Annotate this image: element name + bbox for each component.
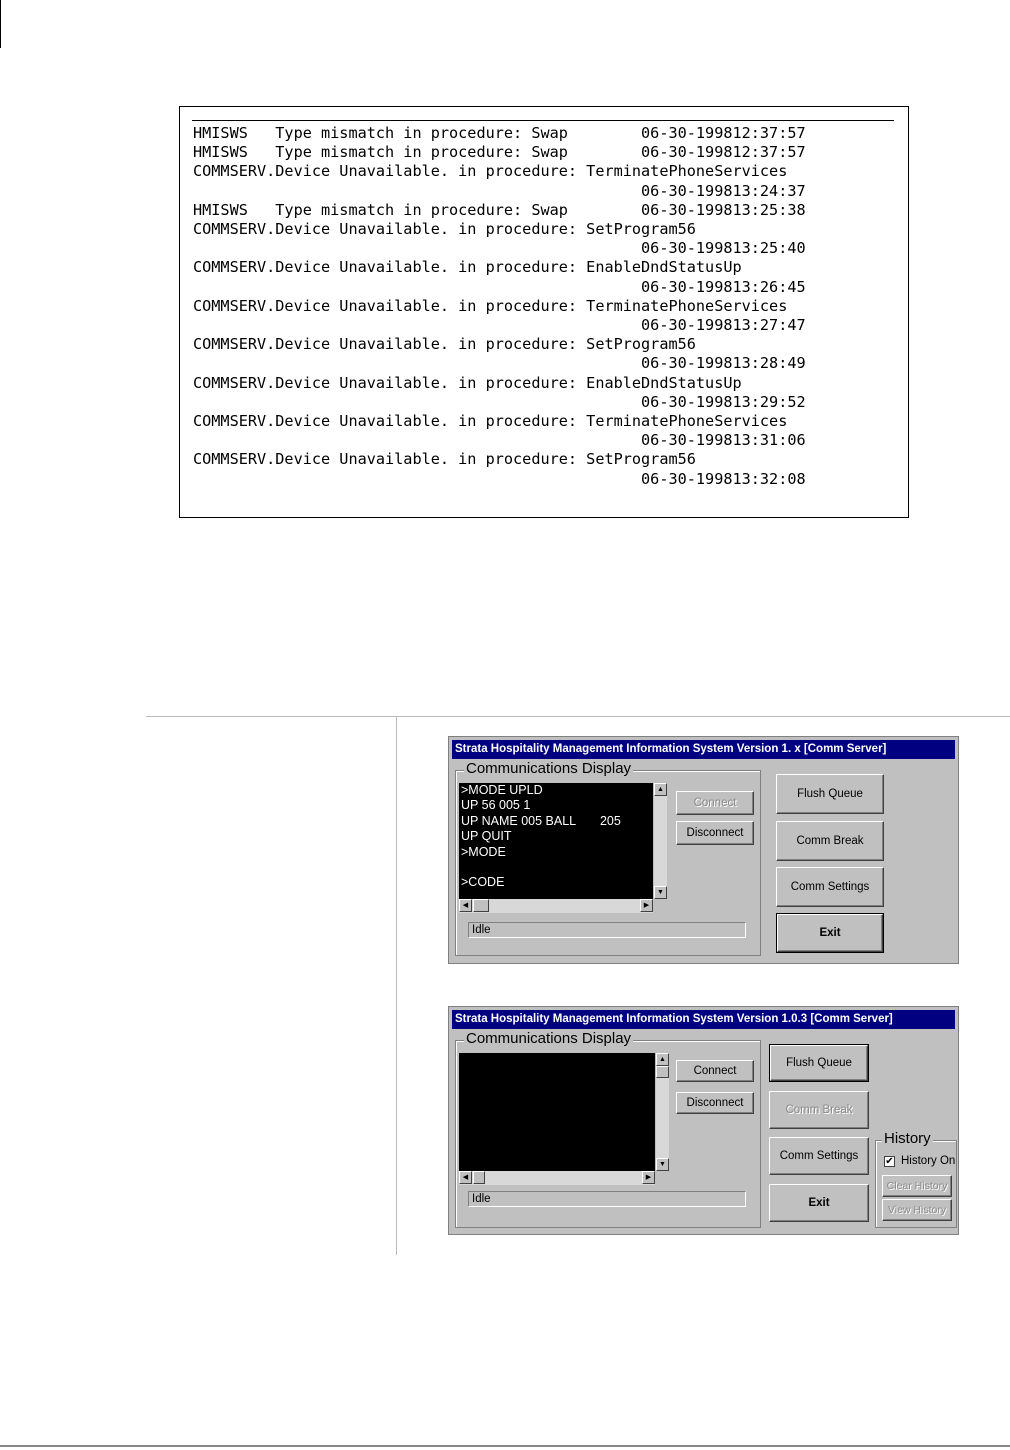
error-log-panel [179, 106, 909, 518]
display-line [461, 860, 653, 875]
log-line: 06-30-199813:29:52 [193, 392, 806, 411]
disconnect-button[interactable]: Disconnect [676, 821, 754, 845]
log-line: COMMSERV.Device Unavailable. in procedure: EnableDndStatusUp [193, 258, 742, 277]
scroll-left-icon[interactable]: ◀ [459, 899, 472, 912]
log-line: 06-30-199813:25:40 [193, 239, 806, 258]
scroll-down-icon[interactable]: ▼ [656, 1158, 669, 1171]
window-title-bar[interactable]: Strata Hospitality Management Information System Version 1. x [Comm Server] [452, 740, 955, 759]
log-header-rule [192, 120, 894, 121]
display-line: >CODE [461, 875, 505, 890]
log-line: COMMSERV.Device Unavailable. in procedure: EnableDndStatusUp [193, 373, 742, 392]
history-group-label: History [884, 1130, 931, 1147]
scroll-up-icon[interactable]: ▲ [656, 1053, 669, 1066]
log-line: COMMSERV.Device Unavailable. in procedure: TerminatePhoneServices [193, 296, 788, 315]
error-log-lines [193, 124, 806, 489]
display-line: UP NAME 005 BALL 205 [461, 813, 621, 828]
section-divider-vertical [396, 717, 397, 1255]
display-line: UP QUIT [461, 829, 512, 844]
page-corner-mark [0, 0, 1, 48]
comm-break-button[interactable]: Comm Break [776, 821, 884, 861]
log-line: HMISWS Type mismatch in procedure: Swap 06-30-199812:37:57 [193, 143, 806, 162]
communications-display[interactable] [459, 783, 653, 899]
scroll-left-icon[interactable]: ◀ [459, 1171, 472, 1184]
log-line: COMMSERV.Device Unavailable. in procedure: SetProgram56 [193, 220, 696, 239]
log-line: HMISWS Type mismatch in procedure: Swap 06-30-199813:25:38 [193, 200, 806, 219]
scroll-up-icon[interactable]: ▲ [654, 783, 667, 796]
comm-settings-button[interactable]: Comm Settings [769, 1137, 869, 1175]
display-line: >MODE UPLD [461, 783, 543, 797]
group-label: Communications Display [466, 760, 632, 777]
log-line: COMMSERV.Device Unavailable. in procedure: TerminatePhoneServices [193, 412, 788, 431]
exit-button[interactable]: Exit [769, 1184, 869, 1222]
connect-button[interactable]: Connect [676, 791, 754, 815]
communications-display[interactable] [459, 1053, 655, 1171]
horizontal-scrollbar[interactable] [459, 899, 653, 913]
checkmark-icon: ✔ [885, 1156, 894, 1167]
flush-queue-button[interactable]: Flush Queue [770, 1045, 868, 1081]
scroll-thumb[interactable] [656, 1066, 669, 1078]
log-line: 06-30-199813:24:37 [193, 181, 806, 200]
scroll-right-icon[interactable]: ▶ [642, 1171, 655, 1184]
vertical-scrollbar[interactable] [656, 1053, 669, 1171]
scroll-thumb[interactable] [473, 899, 489, 912]
scroll-down-icon[interactable]: ▼ [654, 886, 667, 899]
scroll-thumb[interactable] [473, 1171, 485, 1184]
disconnect-button[interactable]: Disconnect [676, 1092, 754, 1114]
clear-history-button[interactable]: Clear History [882, 1175, 952, 1197]
log-line: 06-30-199813:27:47 [193, 316, 806, 335]
status-field: Idle [468, 1191, 746, 1207]
comm-break-button[interactable]: Comm Break [769, 1091, 869, 1129]
section-divider-horizontal [146, 716, 1010, 717]
flush-queue-button[interactable]: Flush Queue [776, 774, 884, 814]
page-bottom-rule [0, 1445, 1010, 1447]
log-line: COMMSERV.Device Unavailable. in procedure: SetProgram56 [193, 335, 696, 354]
log-line: 06-30-199813:26:45 [193, 277, 806, 296]
log-line: 06-30-199813:31:06 [193, 431, 806, 450]
connect-button[interactable]: Connect [676, 1060, 754, 1082]
comm-settings-button[interactable]: Comm Settings [776, 867, 884, 907]
scroll-right-icon[interactable]: ▶ [640, 899, 653, 912]
log-line: 06-30-199813:32:08 [193, 469, 806, 488]
display-line: UP 56 005 1 [461, 798, 531, 813]
log-line: COMMSERV.Device Unavailable. in procedure: TerminatePhoneServices [193, 162, 788, 181]
history-on-checkbox[interactable] [884, 1156, 895, 1167]
group-label: Communications Display [466, 1030, 632, 1047]
vertical-scrollbar[interactable] [654, 783, 667, 899]
display-line: >MODE [461, 844, 506, 859]
status-field: Idle [468, 922, 746, 938]
window-title-bar[interactable]: Strata Hospitality Management Information System Version 1.0.3 [Comm Server] [452, 1010, 955, 1029]
horizontal-scrollbar[interactable] [459, 1171, 655, 1185]
comm-server-window-v103 [448, 1006, 959, 1235]
view-history-button[interactable]: View History [882, 1199, 952, 1221]
log-line: 06-30-199813:28:49 [193, 354, 806, 373]
log-line: HMISWS Type mismatch in procedure: Swap 06-30-199812:37:57 [193, 124, 806, 142]
history-on-label: History On [901, 1155, 956, 1167]
comm-server-window-v1x [448, 736, 959, 964]
log-line: COMMSERV.Device Unavailable. in procedure: SetProgram56 [193, 450, 696, 469]
exit-button[interactable]: Exit [777, 914, 883, 952]
